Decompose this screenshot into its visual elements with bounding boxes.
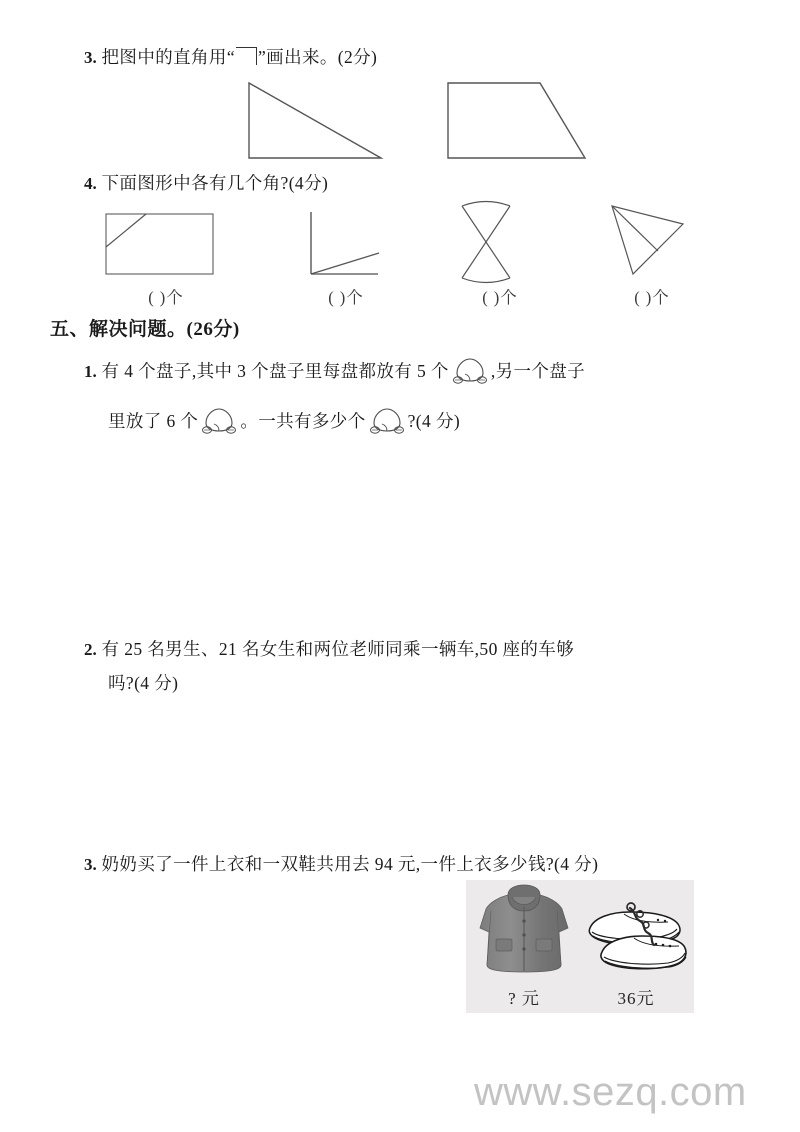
question-4-number: 4.: [84, 174, 97, 193]
answer-blank-1[interactable]: ( )个: [148, 288, 184, 307]
problem-2-line-1: [84, 636, 574, 663]
shoes-illustration-icon: [584, 898, 688, 978]
right-trapezoid-icon: [440, 78, 610, 166]
question-4-text: [84, 170, 328, 197]
coat-illustration: [474, 883, 574, 981]
shoes-price-label: 36元: [617, 989, 655, 1008]
figure-rectangle-with-corner-line: [100, 208, 220, 280]
question-4-prompt: 下面图形中各有几个角?(4分): [101, 173, 329, 193]
question-3-text: [84, 44, 377, 71]
problem-2-line-2: 吗?(4 分): [108, 673, 179, 693]
problem-1-text-a: 有 4 个盘子,其中 3 个盘子里每盘都放有 5 个: [101, 361, 449, 381]
section-five-heading: 五、解决问题。(26分): [50, 319, 240, 340]
angle-two-rays-icon: [295, 208, 405, 280]
coat-price-label: ? 元: [508, 989, 540, 1008]
bowtie-icon: [440, 200, 540, 284]
problem-1-text-c: 里放了 6 个: [108, 411, 199, 431]
coat-photo-icon: [474, 883, 574, 981]
figure-triangle-with-inner-line: [595, 198, 705, 282]
problem-3-line-1: [84, 851, 598, 878]
answer-blank-2[interactable]: ( )个: [328, 288, 364, 307]
problem-1-text-e: ?(4 分): [407, 411, 461, 431]
answer-blank-3[interactable]: ( )个: [482, 288, 518, 307]
question-3-number: 3.: [84, 48, 97, 67]
figure-right-trapezoid: [440, 78, 610, 166]
peach-icon: [366, 406, 408, 436]
problem-3-text-a: 奶奶买了一件上衣和一双鞋共用去 94 元,一件上衣多少钱?(4 分): [101, 854, 599, 874]
problem-1-number: 1.: [84, 362, 97, 381]
question-3-text-before: 把图中的直角用“: [101, 47, 235, 67]
figure-angle-with-two-rays: [295, 208, 405, 280]
right-angle-icon: [236, 47, 257, 65]
price-panel: [466, 880, 694, 1013]
problem-3-number: 3.: [84, 855, 97, 874]
figure-bowtie: [440, 200, 540, 284]
figure-right-triangle: [240, 78, 400, 166]
right-triangle-icon: [240, 78, 400, 166]
problem-1-text-d: 。一共有多少个: [240, 411, 366, 431]
problem-2-text-a: 有 25 名男生、21 名女生和两位老师同乘一辆车,50 座的车够: [101, 639, 575, 659]
rectangle-with-corner-line-icon: [100, 208, 220, 280]
problem-2-number: 2.: [84, 640, 97, 659]
triangle-inner-line-icon: [595, 198, 705, 282]
peach-icon: [198, 406, 240, 436]
problem-1-line-1: [84, 356, 585, 386]
problem-1-line-2: [108, 406, 460, 436]
site-watermark: www.sezq.com: [474, 1070, 747, 1114]
shoes-illustration: [584, 898, 688, 978]
answer-blank-4[interactable]: ( )个: [634, 288, 670, 307]
problem-1-text-b: ,另一个盘子: [490, 361, 586, 381]
peach-icon: [449, 356, 491, 386]
question-3-text-after: ”画出来。(2分): [258, 47, 378, 67]
